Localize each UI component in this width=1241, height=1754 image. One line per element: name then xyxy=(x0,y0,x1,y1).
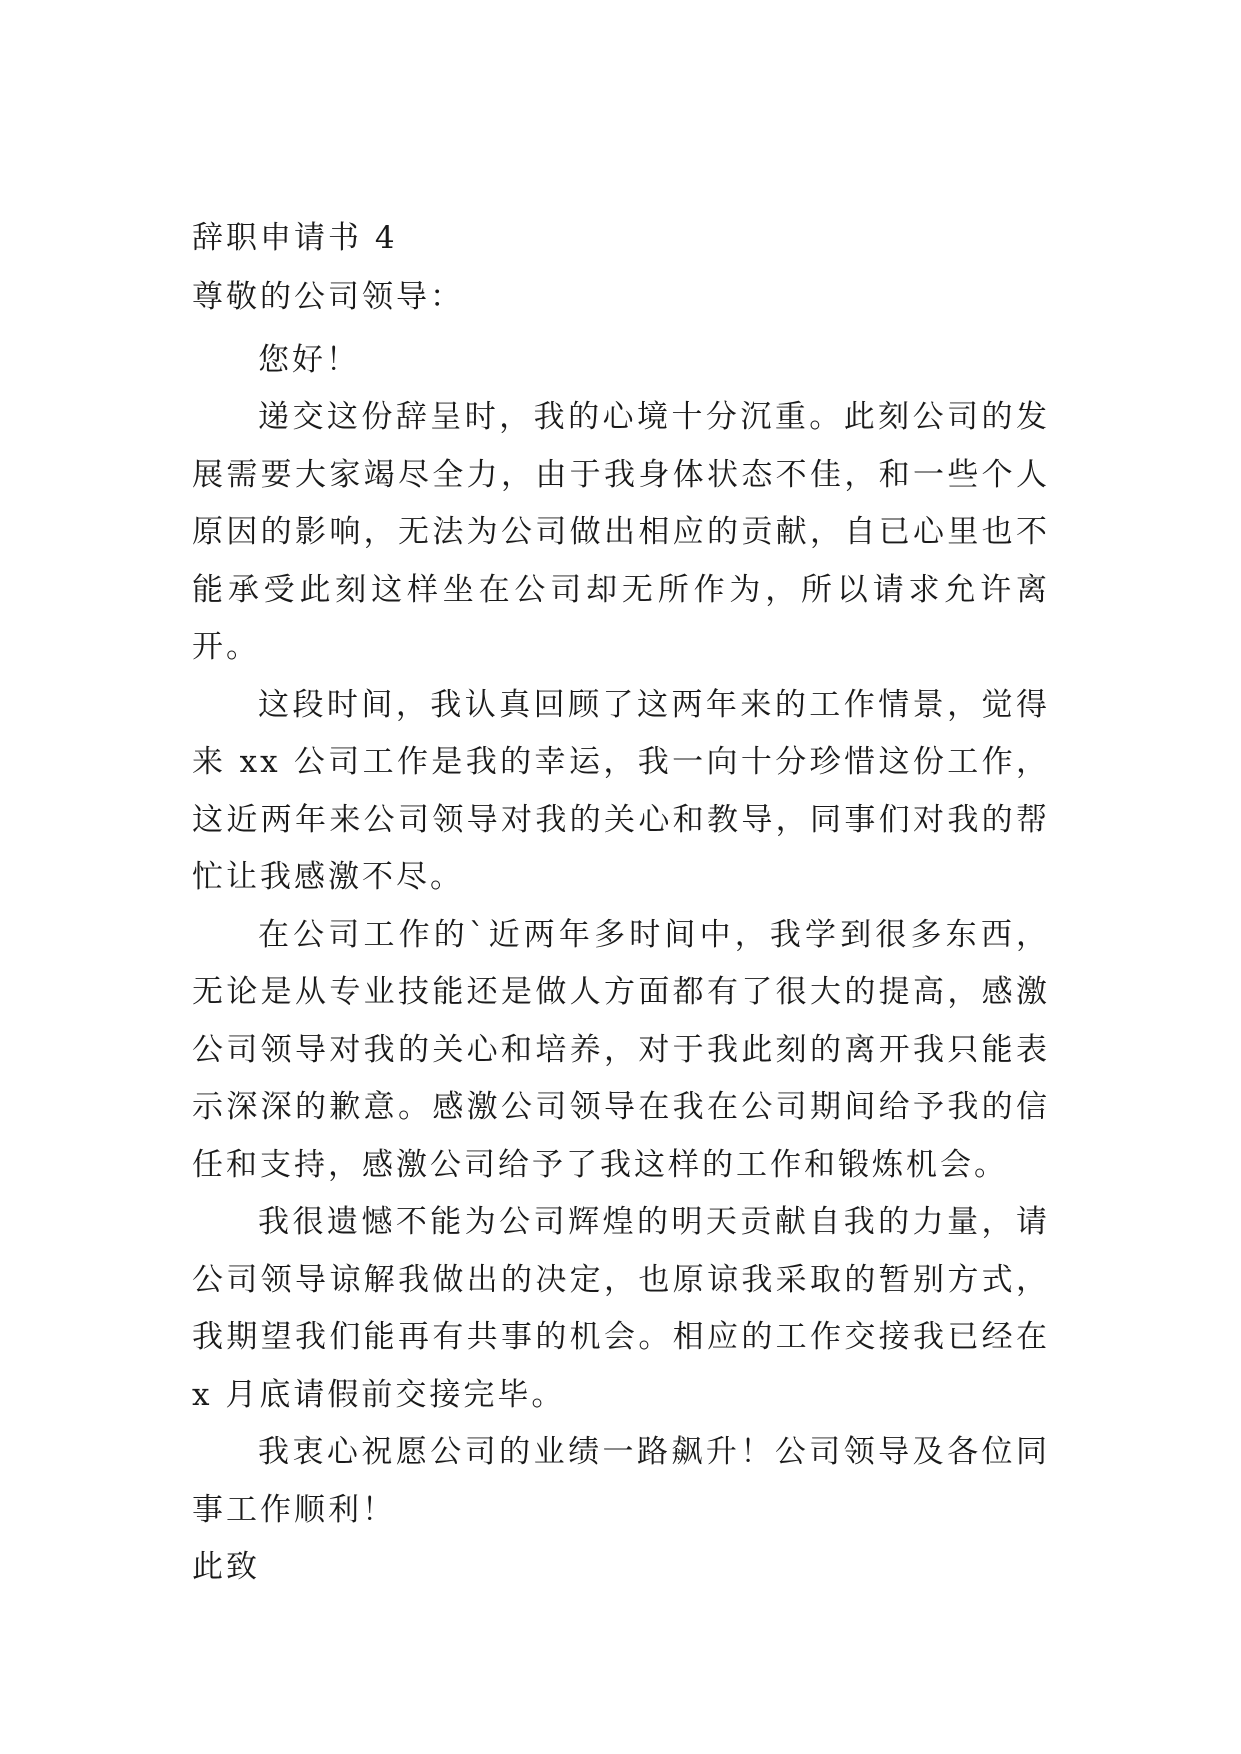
salutation: 尊敬的公司领导： xyxy=(192,279,464,315)
paragraph-learning: 在公司工作的`近两年多时间中，我学到很多东西，无论是从专业技能还是做人方面都有了很大的提高，感激公司领导对我的关心和培养，对于我此刻的离开我只能表示深深的歉意。感激公司领导在我在公司期间给予我的信任和支持，感激公司给予了我这样的工作和锻炼机会。 xyxy=(192,916,1050,1183)
greeting: 您好！ xyxy=(258,342,360,378)
paragraph-wishes: 我衷心祝愿公司的业绩一路飙升！公司领导及各位同事工作顺利！ xyxy=(192,1434,1050,1528)
closing: 此致 xyxy=(192,1549,260,1585)
document-title: 辞职申请书 4 xyxy=(192,220,398,256)
document-body xyxy=(192,210,1050,1597)
paragraph-reason: 递交这份辞呈时，我的心境十分沉重。此刻公司的发展需要大家竭尽全力，由于我身体状态不佳，和一些个人原因的影响，无法为公司做出相应的贡献，自已心里也不能承受此刻这样坐在公司却无所作为，所以请求允许离开。 xyxy=(192,399,1050,665)
paragraph-gratitude: 这段时间，我认真回顾了这两年来的工作情景，觉得来 xx 公司工作是我的幸运，我一向十分珍惜这份工作，这近两年来公司领导对我的关心和教导，同事们对我的帮忙让我感激不尽。 xyxy=(192,686,1050,895)
paragraph-regret: 我很遗憾不能为公司辉煌的明天贡献自我的力量，请公司领导谅解我做出的决定，也原谅我采取的暂别方式，我期望我们能再有共事的机会。相应的工作交接我已经在 x 月底请假前交接完毕。 xyxy=(192,1204,1050,1413)
